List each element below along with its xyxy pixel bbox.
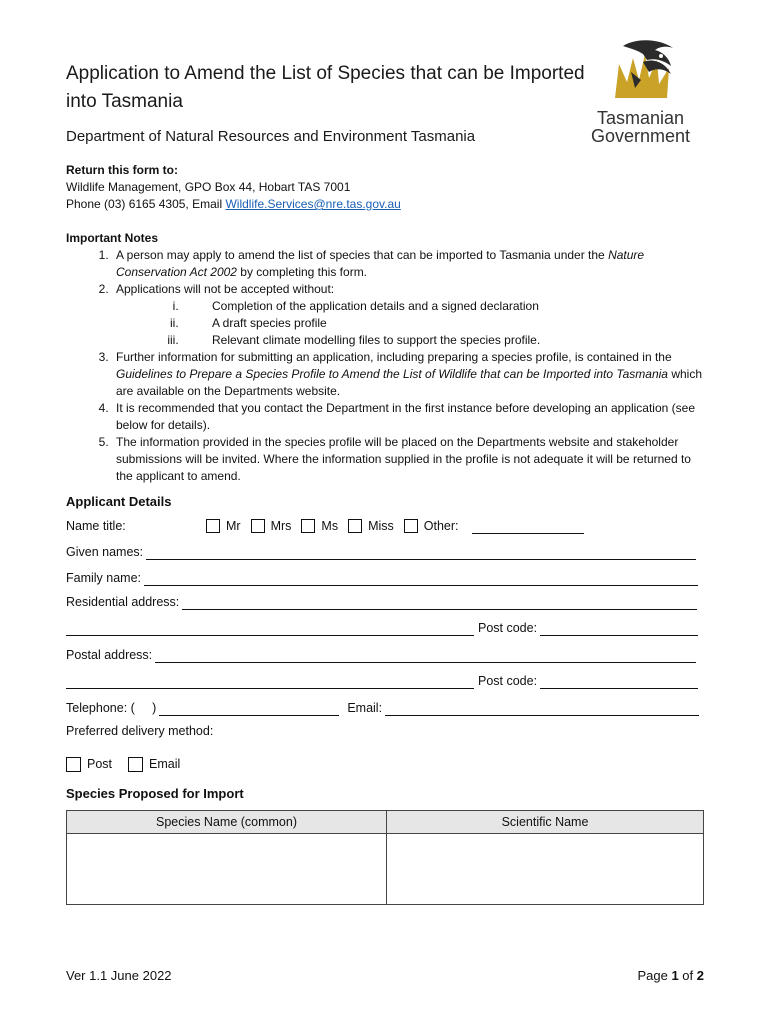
tasmanian-tiger-emblem-icon: [583, 34, 713, 104]
other-title-field[interactable]: [472, 520, 584, 534]
given-names-row: [66, 544, 696, 560]
delivery-post-option[interactable]: Post: [66, 756, 112, 772]
residential-address-field[interactable]: [182, 596, 697, 610]
residential-address-row: [66, 594, 697, 610]
note-2-item: ii. A draft species profile: [182, 315, 706, 332]
given-names-label: Given names:: [66, 545, 144, 559]
postcode-label: Post code:: [478, 621, 538, 635]
return-contact: [66, 196, 401, 213]
name-title-row: [66, 518, 584, 534]
given-names-field[interactable]: [146, 546, 696, 560]
note-3: 3. Further information for submitting an application, including preparing a species profile, is contained in the Guidelines to Prepare a Species Profile to Amend the List of Wildlife that can be Imported into Tasmania which are available on the Departments website.: [112, 349, 706, 400]
note-5: 5. The information provided in the species profile will be placed on the Departments website and stakeholder submissions will be invited. Where the information supplied in the profile is not adequate it will be returned to the applicant to amend.: [112, 434, 706, 485]
postal-address-field[interactable]: [155, 649, 696, 663]
other-checkbox[interactable]: [404, 519, 418, 533]
title-other-option[interactable]: Other:: [404, 518, 459, 534]
name-title-label: Name title:: [66, 519, 126, 533]
phone-text: Phone (03) 6165 4305, Email: [66, 197, 226, 211]
email-link[interactable]: Wildlife.Services@nre.tas.gov.au: [225, 197, 401, 211]
email-checkbox[interactable]: [128, 757, 143, 772]
note-4: 4. It is recommended that you contact the Department in the first instance before developing an application (see below for details).: [112, 400, 706, 434]
title-mrs-option[interactable]: Mrs: [251, 518, 292, 534]
postal-postcode-row: [66, 673, 698, 689]
postal-postcode-field[interactable]: [540, 675, 698, 689]
logo-line-1: Tasmanian: [597, 108, 685, 128]
title-ms-option[interactable]: Ms: [301, 518, 338, 534]
mrs-checkbox[interactable]: [251, 519, 265, 533]
species-heading: Species Proposed for Import: [66, 786, 244, 801]
family-name-label: Family name:: [66, 571, 142, 585]
page-number: Page 1 of 2: [637, 968, 704, 983]
department-name: Department of Natural Resources and Environment Tasmania: [66, 128, 476, 145]
family-name-row: [66, 570, 698, 586]
delivery-options-row: [66, 756, 190, 772]
note-2-sublist: [116, 298, 706, 349]
common-name-cell[interactable]: [67, 834, 387, 905]
page-title: Application to Amend the List of Species that can be Imported into Tasmania: [66, 63, 585, 112]
table-header-row: [67, 811, 704, 834]
species-table: [66, 810, 704, 905]
title-mr-option[interactable]: Mr: [206, 518, 241, 534]
note-2-item: iii. Relevant climate modelling files to support the species profile.: [182, 332, 706, 349]
family-name-field[interactable]: [144, 572, 698, 586]
table-row: [67, 834, 704, 905]
postal-address-label: Postal address:: [66, 648, 153, 662]
column-header-common: Species Name (common): [67, 811, 387, 834]
miss-checkbox[interactable]: [348, 519, 362, 533]
applicant-heading: Applicant Details: [66, 494, 172, 509]
post-checkbox[interactable]: [66, 757, 81, 772]
note-2: 2. Applications will not be accepted without: i. Completion of the application details and a signed declaration ii. A draft species profile iii. Relevant climate modelling files to support the species profile.: [112, 281, 706, 349]
telephone-label: Telephone: ( ): [66, 701, 157, 715]
telephone-field[interactable]: [159, 702, 339, 716]
mr-checkbox[interactable]: [206, 519, 220, 533]
logo-line-2: Government: [591, 126, 691, 146]
postal-address-row: [66, 647, 696, 663]
return-address: Wildlife Management, GPO Box 44, Hobart TAS 7001: [66, 180, 351, 194]
postcode-label: Post code:: [478, 674, 538, 688]
ms-checkbox[interactable]: [301, 519, 315, 533]
version-text: Ver 1.1 June 2022: [66, 968, 172, 983]
title-miss-option[interactable]: Miss: [348, 518, 394, 534]
tasmanian-government-logo: [583, 34, 713, 144]
note-1: 1. A person may apply to amend the list of species that can be imported to Tasmania under the Nature Conservation Act 2002 by completing this form.: [112, 247, 706, 281]
delivery-method-label: Preferred delivery method:: [66, 724, 214, 738]
residential-address-label: Residential address:: [66, 595, 180, 609]
return-heading: Return this form to:: [66, 163, 178, 177]
notes-list: [66, 247, 706, 485]
residential-postcode-row: [66, 620, 698, 636]
residential-postcode-field[interactable]: [540, 622, 698, 636]
telephone-email-row: [66, 700, 699, 716]
delivery-email-option[interactable]: Email: [128, 756, 180, 772]
scientific-name-cell[interactable]: [387, 834, 704, 905]
residential-address-line-2[interactable]: [66, 622, 474, 636]
postal-address-line-2[interactable]: [66, 675, 474, 689]
column-header-scientific: Scientific Name: [387, 811, 704, 834]
email-label: Email:: [347, 701, 383, 715]
email-field[interactable]: [385, 702, 699, 716]
notes-heading: Important Notes: [66, 231, 159, 245]
note-2-item: i. Completion of the application details and a signed declaration: [182, 298, 706, 315]
